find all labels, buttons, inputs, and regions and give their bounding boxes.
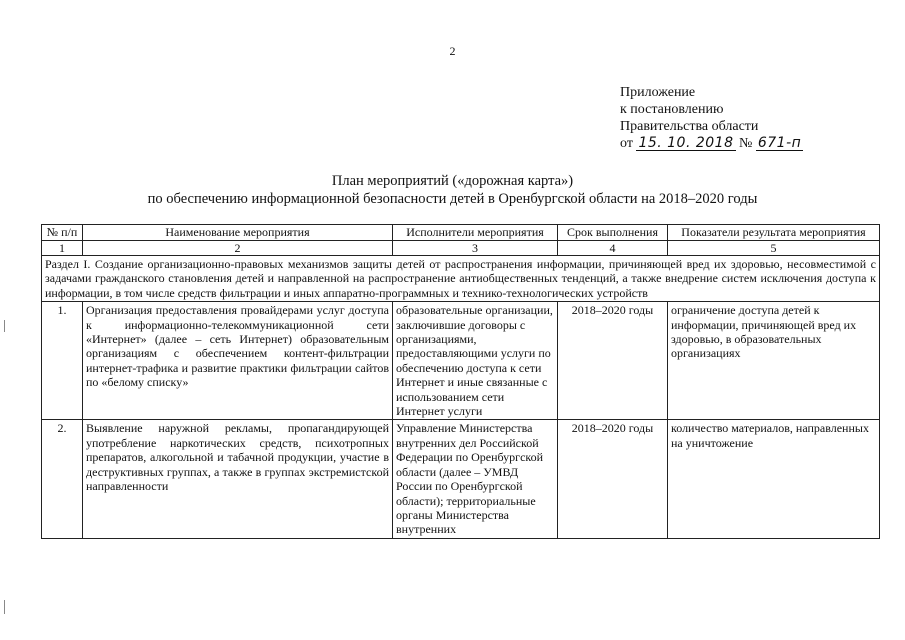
title-line: по обеспечению информационной безопасности детей в Оренбургской области на 2018–2020 годы [147,191,758,207]
appendix-line: Правительства области [620,119,759,134]
scan-edge-mark [4,600,5,614]
row-result: ограничение доступа детей к информации, причиняющей вред их здоровью, в образовательных организациях [668,302,880,420]
handwritten-date: 15. 10. 2018 [638,135,734,151]
header-name: Наименование мероприятия [83,225,393,241]
row-term: 2018–2020 годы [558,302,668,420]
appendix-line: Приложение [620,85,696,100]
plan-table [41,224,880,539]
row-num: 1. [42,302,83,420]
table-row [42,420,880,538]
row-name: Организация предоставления провайдерами услуг доступа к информационно-телекоммуникационной сети «Интернет» (далее – сеть Интернет) образовательным организациям с обеспечением контент-фильтрации интернет-трафика и развитие практики фильтрации сайтов по «белому списку» [83,302,393,420]
title-line: План мероприятий («дорожная карта») [331,173,574,189]
column-number: 4 [558,241,668,256]
appendix-block [620,84,803,152]
page-number: 2 [449,44,456,58]
column-number-row [42,241,880,256]
number-prefix: № [739,136,753,151]
appendix-date-line [620,135,803,152]
appendix-line: к постановлению [620,102,724,117]
handwritten-number: 671-п [757,135,802,151]
row-executors: образовательные организации, заключившие договоры с организациями, предоставляющими услуги по обеспечению доступа к сети Интернет и иные связанные с использованием сети Интернет услуги [393,302,558,420]
scan-edge-mark [4,320,5,332]
column-number: 2 [83,241,393,256]
table-row [42,302,880,420]
header-term: Срок выполнения [558,225,668,241]
column-number: 3 [393,241,558,256]
row-result: количество материалов, направленных на уничтожение [668,420,880,538]
column-number: 5 [668,241,880,256]
document-title [0,172,905,208]
row-name: Выявление наружной рекламы, пропагандирующей употребление наркотических средств, психотропных препаратов, алкогольной и табачной продукции, участие в деструктивных группах, а также в группах экстремистской направленности [83,420,393,538]
row-num: 2. [42,420,83,538]
date-prefix: от [620,136,633,151]
section-heading: Раздел I. Создание организационно-правовых механизмов защиты детей от распространения информации, причиняющей вред их здоровью, несовместимой с задачами гражданского становления детей и направленной на распространение антиобщественных тенденций, а также внедрение систем исключения доступа к информации, в том числе средств фильтрации и иных аппаратно-программных и технико-технологических устройств [42,256,880,302]
header-result: Показатели результата мероприятия [668,225,880,241]
table-header-row [42,225,880,241]
section-row [42,256,880,302]
row-executors: Управление Министерства внутренних дел Российской Федерации по Оренбургской области (далее – УМВД России по Оренбургской области); территориальные органы Министерства внутренних [393,420,558,538]
header-num: № п/п [42,225,83,241]
row-term: 2018–2020 годы [558,420,668,538]
column-number: 1 [42,241,83,256]
header-executors: Исполнители мероприятия [393,225,558,241]
